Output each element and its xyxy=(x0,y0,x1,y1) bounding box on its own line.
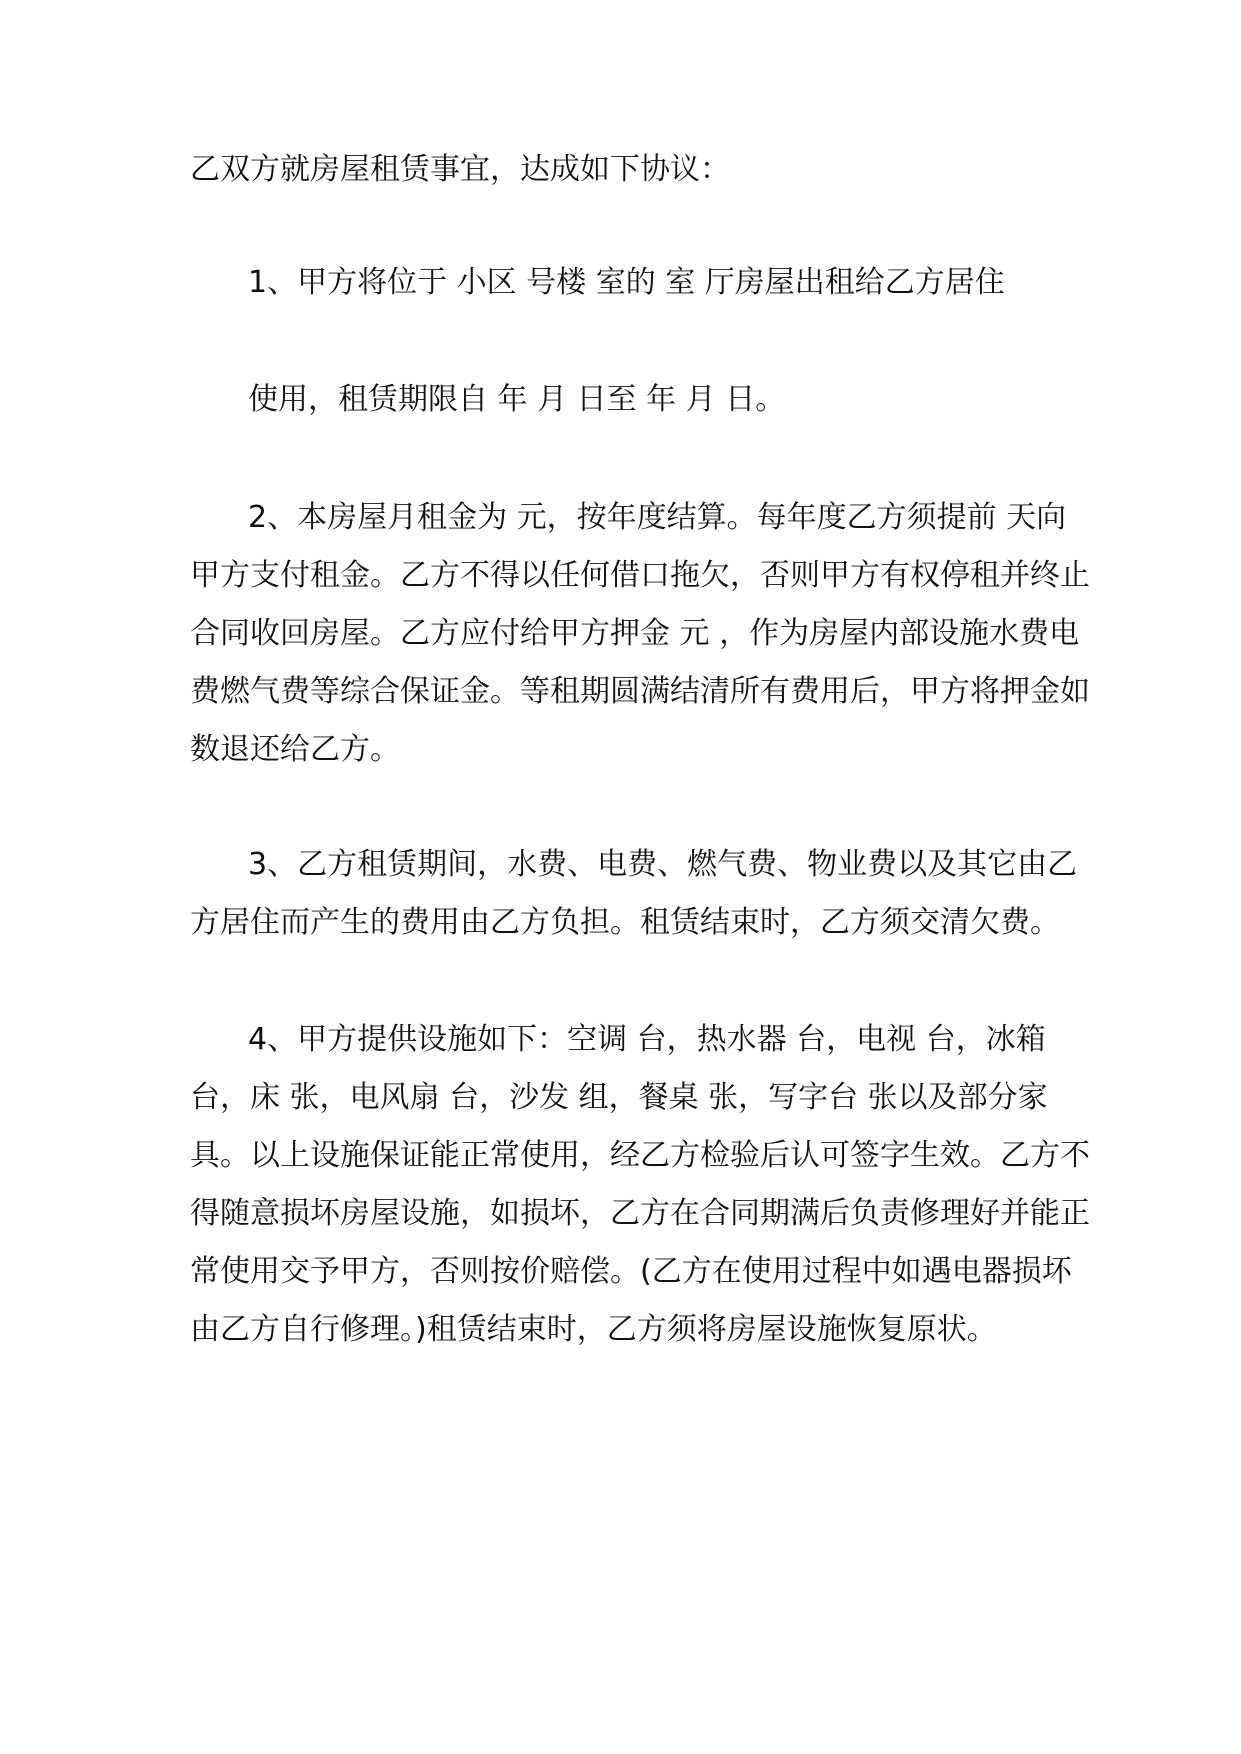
clause-4-line-4: 得随意损坏房屋设施，如损坏，乙方在合同期满后负责修理好并能正 xyxy=(190,1196,1090,1231)
clause-4-line-3: 具。以上设施保证能正常使用，经乙方检验后认可签字生效。乙方不 xyxy=(190,1138,1090,1173)
clause-1-line-1: 1、甲方将位于 小区 号楼 室的 室 厅房屋出租给乙方居住 xyxy=(248,265,1005,300)
clause-4-line-6: 由乙方自行修理。)租赁结束时，乙方须将房屋设施恢复原状。 xyxy=(190,1312,997,1347)
clause-2-line-3: 合同收回房屋。乙方应付给甲方押金 元 ，作为房屋内部设施水费电 xyxy=(190,616,1080,651)
clause-4-line-5: 常使用交予甲方，否则按价赔偿。(乙方在使用过程中如遇电器损坏 xyxy=(190,1254,1072,1289)
clause-3-line-2: 方居住而产生的费用由乙方负担。租赁结束时，乙方须交清欠费。 xyxy=(190,905,1060,940)
clause-3-line-1: 3、乙方租赁期间，水费、电费、燃气费、物业费以及其它由乙 xyxy=(248,847,1078,882)
clause-4-line-2: 台，床 张，电风扇 台，沙发 组，餐桌 张，写字台 张以及部分家 xyxy=(190,1080,1048,1115)
clause-2-line-2: 甲方支付租金。乙方不得以任何借口拖欠，否则甲方有权停租并终止 xyxy=(190,558,1090,593)
clause-2-line-4: 费燃气费等综合保证金。等租期圆满结清所有费用后，甲方将押金如 xyxy=(190,674,1090,709)
clause-2-line-5: 数退还给乙方。 xyxy=(190,732,400,767)
clause-4-line-1: 4、甲方提供设施如下：空调 台，热水器 台，电视 台，冰箱 xyxy=(248,1022,1046,1057)
clause-1-line-2: 使用，租赁期限自 年 月 日至 年 月 日。 xyxy=(248,382,786,417)
clause-2-line-1: 2、本房屋月租金为 元，按年度结算。每年度乙方须提前 天向 xyxy=(248,500,1067,535)
text-line-intro: 乙双方就房屋租赁事宜，达成如下协议： xyxy=(190,152,730,187)
